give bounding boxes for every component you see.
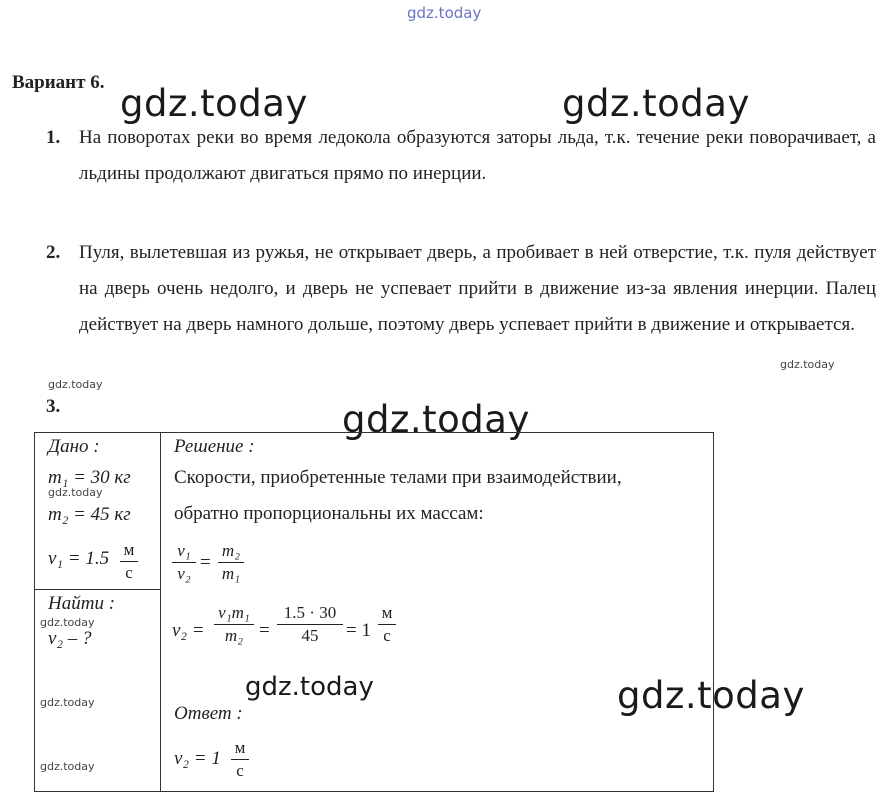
item-text: Пуля, вылетевшая из ружья, не открывает дверь, а пробивает в ней отверстие, т.к. пуля действует на дверь очень недолго, и дверь не успевает прийти в движение из-за явления инерции. Палец действует на дверь намного дольше, поэтому дверь успевает прийти в движение и открывается. — [79, 242, 876, 335]
variant-heading: Вариант 6. — [12, 72, 105, 93]
formula2-equals: = — [259, 620, 270, 641]
given-m1: m₁ = 30 кг — [48, 467, 131, 488]
answer-value: v₂ = 1 — [174, 748, 221, 769]
find-v2: v₂ – ? — [48, 628, 92, 649]
formula1-rhs: m₂ m₁ — [218, 541, 244, 584]
formula2-symbolic: v₁m₁ m₂ — [214, 603, 254, 646]
watermark-small: gdz.today — [48, 486, 103, 499]
given-label: Дано : — [48, 436, 100, 457]
answer-unit: м с — [231, 738, 249, 781]
watermark-small: gdz.today — [40, 696, 95, 709]
solution-line-1: Скорости, приобретенные телами при взаимодействии, — [174, 467, 622, 488]
watermark-top: gdz.today — [407, 4, 482, 22]
solution-label: Решение : — [174, 436, 255, 457]
item-number: 1. — [46, 127, 61, 148]
table-divider-vertical — [160, 432, 161, 792]
solution-line-2: обратно пропорциональны их массам: — [174, 503, 484, 524]
item-number: 2. — [46, 242, 61, 263]
formula2-unit: м с — [378, 603, 396, 646]
answer-label: Ответ : — [174, 703, 243, 724]
watermark-large: gdz.today — [342, 398, 530, 441]
watermark-large: gdz.today — [562, 82, 750, 125]
watermark-large: gdz.today — [617, 674, 805, 717]
formula2-numeric: 1.5 · 30 45 — [277, 603, 343, 646]
watermark-small: gdz.today — [780, 358, 835, 371]
watermark-large: gdz.today — [120, 82, 308, 125]
given-v1: v₁ = 1.5 — [48, 548, 110, 569]
given-v1-unit: м с — [120, 540, 138, 583]
formula2-lhs: v₂ = — [172, 620, 205, 641]
formula1-lhs: v₁ v₂ — [172, 541, 196, 584]
watermark-small: gdz.today — [40, 760, 95, 773]
item-text: На поворотах реки во время ледокола образуются заторы льда, т.к. течение реки поворачивает, а льдины продолжают двигаться прямо по инерции. — [79, 127, 876, 184]
watermark-small: gdz.today — [48, 378, 103, 391]
watermark-small: gdz.today — [40, 616, 95, 629]
find-label: Найти : — [48, 593, 116, 614]
given-m2: m₂ = 45 кг — [48, 504, 131, 525]
watermark-medium: gdz.today — [245, 672, 374, 702]
formula2-result: = 1 — [346, 620, 371, 641]
item-number: 3. — [46, 396, 61, 417]
table-divider-horizontal — [34, 589, 161, 590]
formula1-equals: = — [200, 552, 211, 573]
